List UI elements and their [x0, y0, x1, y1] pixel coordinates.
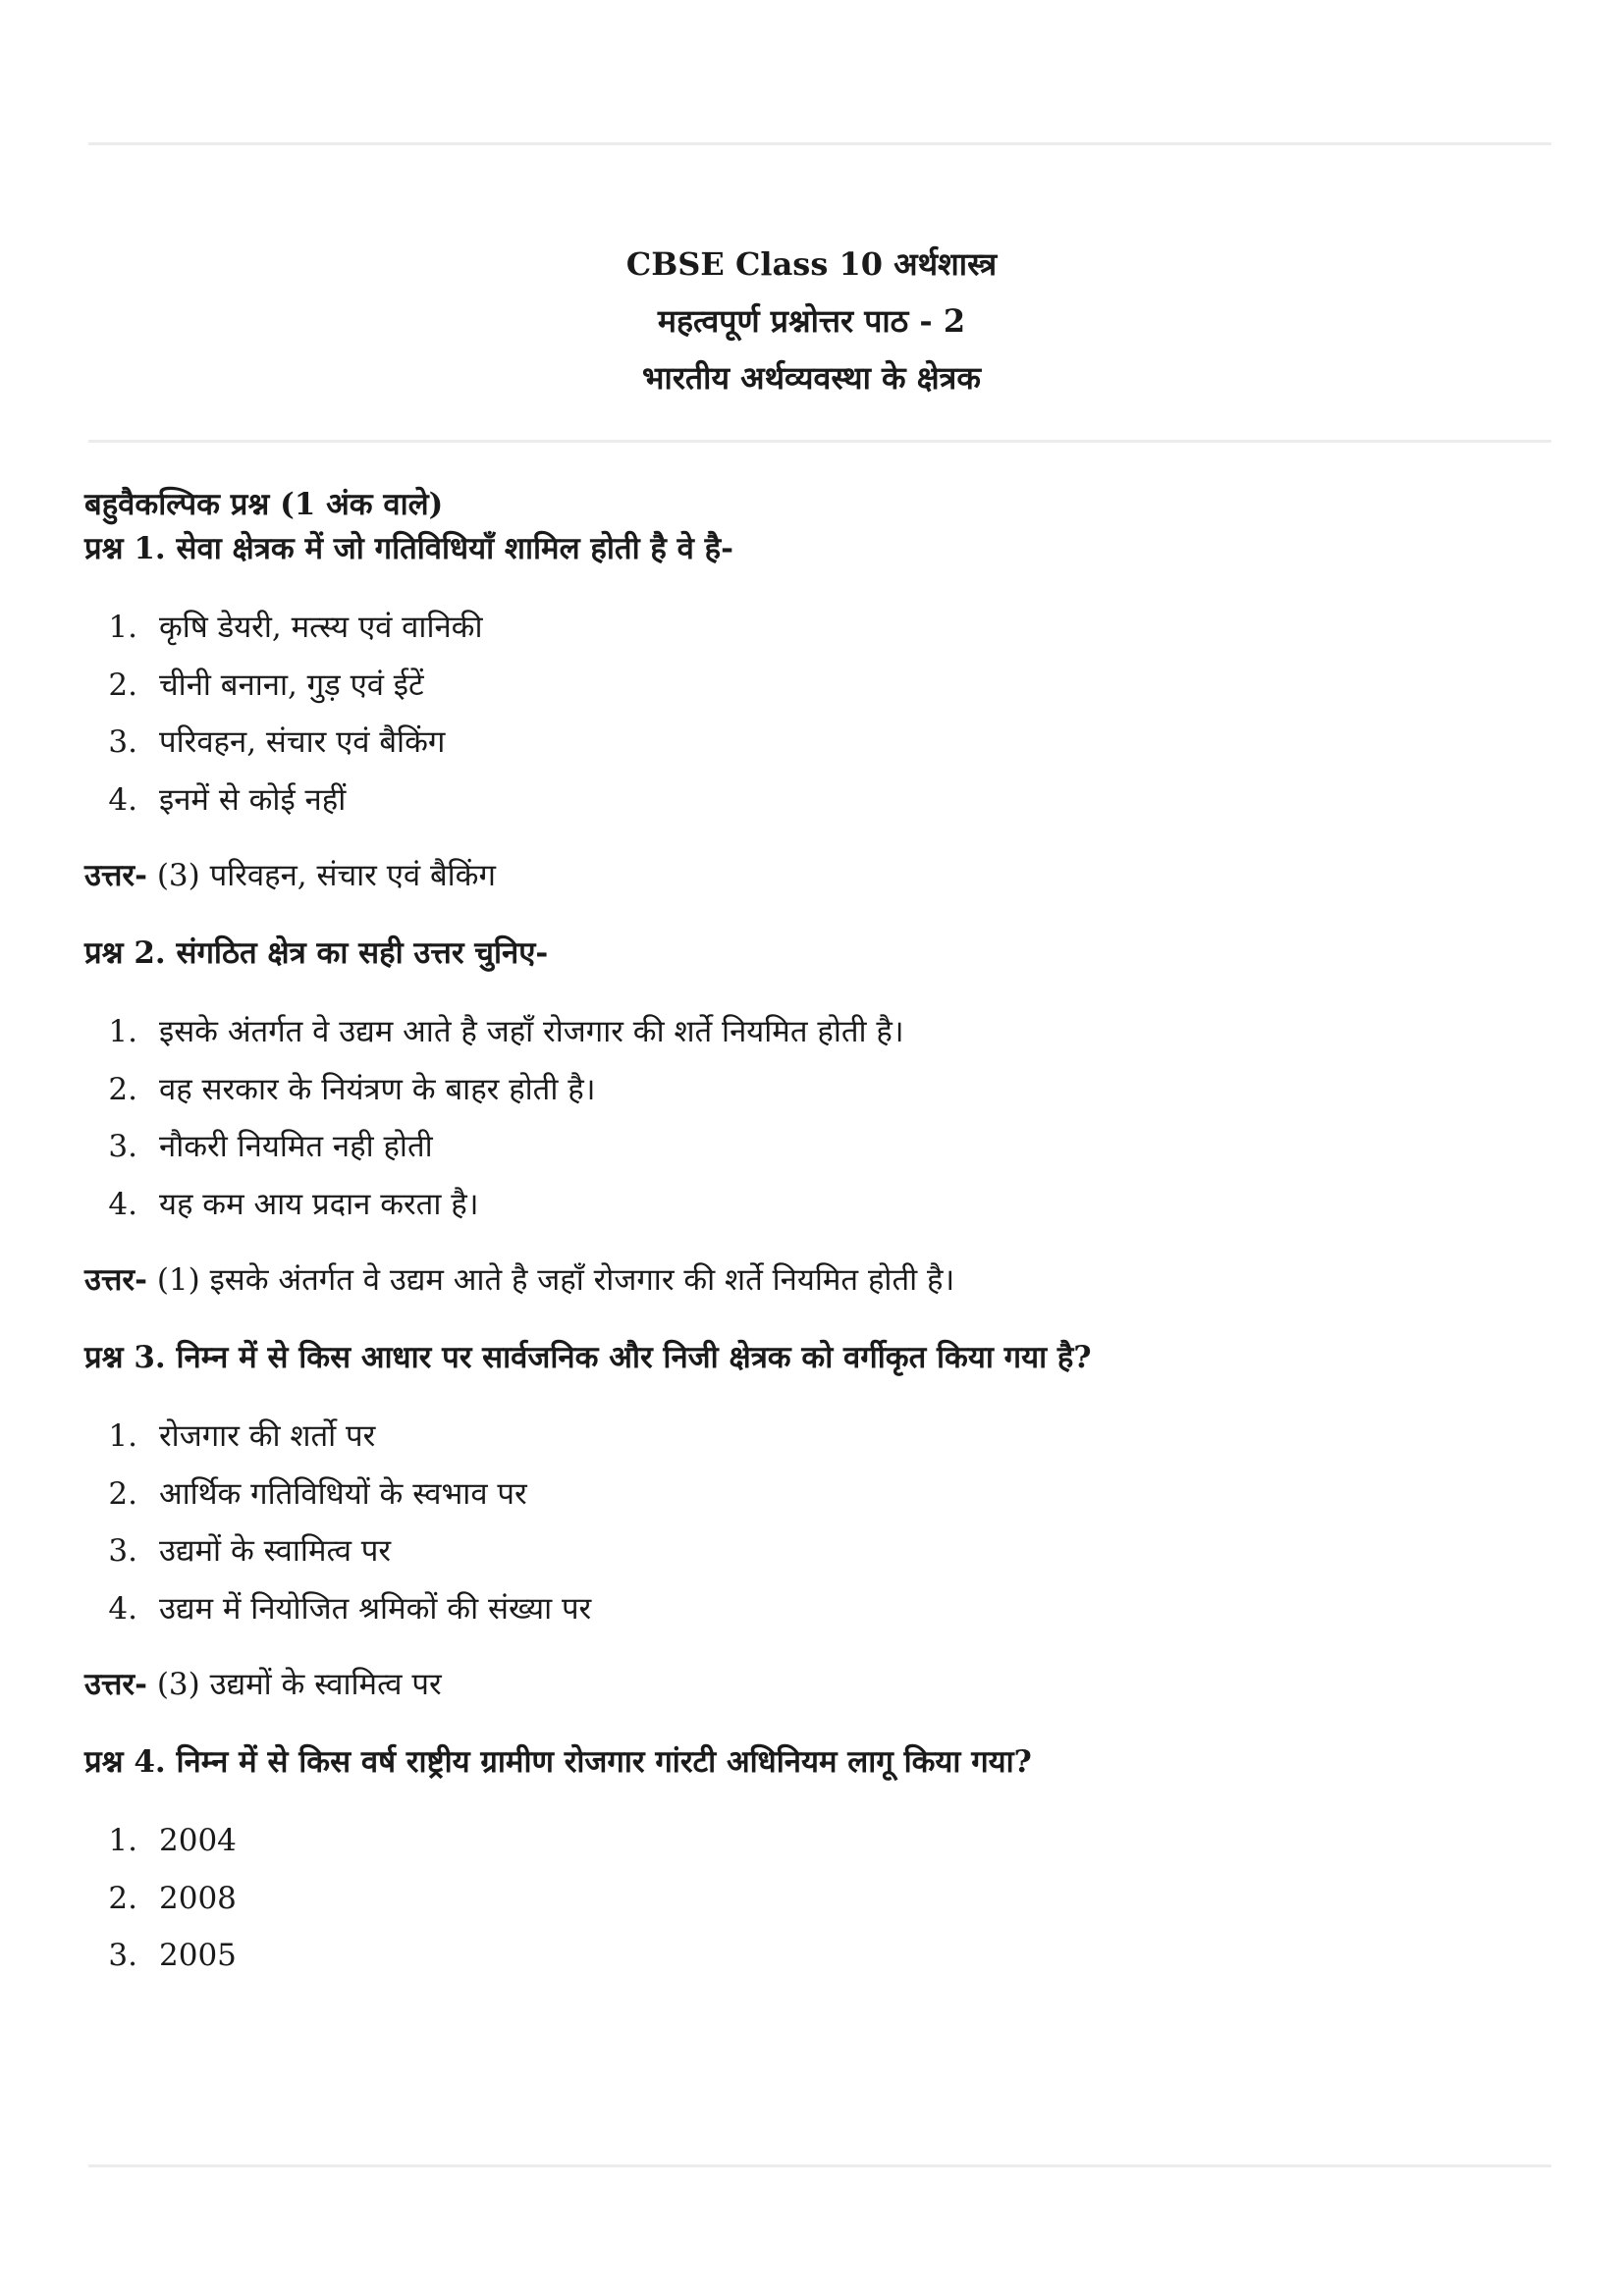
option-number: 4.	[108, 781, 137, 818]
question-block-3	[84, 1335, 1557, 1706]
question-3-options	[84, 1408, 1557, 1637]
option	[84, 1408, 1557, 1466]
option	[84, 1003, 1557, 1061]
option-text: चीनी बनाना, गुड़ एवं ईटें	[159, 667, 424, 703]
option-number: 3.	[108, 724, 137, 760]
option-text: रोजगार की शर्तो पर	[159, 1418, 376, 1454]
document-title	[0, 236, 1623, 406]
option	[84, 1061, 1557, 1119]
option-number: 1.	[108, 1823, 137, 1858]
option-number: 2.	[108, 1071, 137, 1107]
option	[84, 1870, 1557, 1928]
option-text: 2005	[159, 1938, 237, 1973]
question-block-4	[84, 1739, 1557, 1985]
answer-text: (1) इसके अंतर्गत वे उद्यम आते है जहाँ रोजगार की शर्ते नियमित होती है।	[146, 1262, 955, 1298]
option	[84, 599, 1557, 657]
option-number: 2.	[108, 1880, 137, 1916]
title-line-2: महत्वपूर्ण प्रश्नोत्तर पाठ - 2	[657, 302, 966, 340]
option-number: 4.	[108, 1186, 137, 1222]
option-number: 3.	[108, 1938, 137, 1973]
question-4-text: प्रश्न 4. निम्न में से किस वर्ष राष्ट्रीय ग्रामीण रोजगार गांरटी अधिनियम लागू किया गया?	[84, 1744, 1032, 1780]
option-text: 2004	[159, 1823, 237, 1858]
answer-label: उत्तर-	[84, 1667, 147, 1702]
option-number: 1.	[108, 1418, 137, 1454]
option-text: आर्थिक गतिविधियों के स्वभाव पर	[159, 1475, 527, 1512]
option-number: 2.	[108, 1475, 137, 1512]
option	[84, 657, 1557, 715]
option-number: 3.	[108, 1533, 137, 1569]
option-text: उद्यम में नियोजित श्रमिकों की संख्या पर	[159, 1590, 592, 1627]
option-text: इनमें से कोई नहीं	[159, 781, 347, 818]
top-divider	[88, 142, 1551, 145]
answer-text: (3) उद्यमों के स्वामित्व पर	[146, 1667, 442, 1702]
question-block-1	[84, 526, 1557, 897]
option-text: कृषि डेयरी, मत्स्य एवं वानिकी	[159, 610, 483, 645]
option-text: वह सरकार के नियंत्रण के बाहर होती है।	[159, 1071, 596, 1107]
question-1-text: प्रश्न 1. सेवा क्षेत्रक में जो गतिविधियाँ शामिल होती है वे है-	[84, 531, 733, 566]
section-heading: बहुवैकल्पिक प्रश्न (1 अंक वाले)	[84, 487, 444, 522]
option	[84, 714, 1557, 772]
title-divider	[88, 440, 1551, 443]
question-1-options	[84, 599, 1557, 828]
option	[84, 1522, 1557, 1580]
answer-text: (3) परिवहन, संचार एवं बैकिंग	[146, 858, 496, 893]
option	[84, 1466, 1557, 1523]
option-text: परिवहन, संचार एवं बैकिंग	[159, 724, 446, 760]
option-text: यह कम आय प्रदान करता है।	[159, 1186, 479, 1222]
option-number: 4.	[108, 1590, 137, 1627]
option	[84, 1580, 1557, 1638]
option-text: नौकरी नियमित नही होती	[159, 1129, 433, 1164]
question-2-options	[84, 1003, 1557, 1233]
question-2-text: प्रश्न 2. संगठित क्षेत्र का सही उत्तर चुनिए-	[84, 935, 549, 971]
question-2-answer	[84, 1258, 1557, 1302]
question-block-2	[84, 931, 1557, 1302]
question-3-answer	[84, 1663, 1557, 1706]
answer-label: उत्तर-	[84, 858, 147, 893]
question-content	[84, 483, 1557, 2010]
option-text: उद्यमों के स्वामित्व पर	[159, 1533, 392, 1569]
answer-label: उत्तर-	[84, 1262, 147, 1298]
question-3-text: प्रश्न 3. निम्न में से किस आधार पर सार्वजनिक और निजी क्षेत्रक को वर्गीकृत किया गया है?	[84, 1340, 1092, 1375]
title-line-3: भारतीय अर्थव्यवस्था के क्षेत्रक	[642, 359, 981, 397]
option-number: 1.	[108, 1014, 137, 1049]
option-number: 1.	[108, 610, 137, 645]
question-1-answer	[84, 854, 1557, 897]
option-number: 3.	[108, 1129, 137, 1164]
option	[84, 1812, 1557, 1870]
title-line-1: CBSE Class 10 अर्थशास्त्र	[625, 245, 998, 283]
option	[84, 1118, 1557, 1176]
option-text: 2008	[159, 1880, 237, 1916]
bottom-divider	[88, 2164, 1551, 2167]
option	[84, 1176, 1557, 1234]
question-4-options	[84, 1812, 1557, 1985]
option	[84, 1927, 1557, 1985]
option	[84, 772, 1557, 829]
option-number: 2.	[108, 667, 137, 703]
option-text: इसके अंतर्गत वे उद्यम आते है जहाँ रोजगार की शर्ते नियमित होती है।	[159, 1014, 904, 1049]
